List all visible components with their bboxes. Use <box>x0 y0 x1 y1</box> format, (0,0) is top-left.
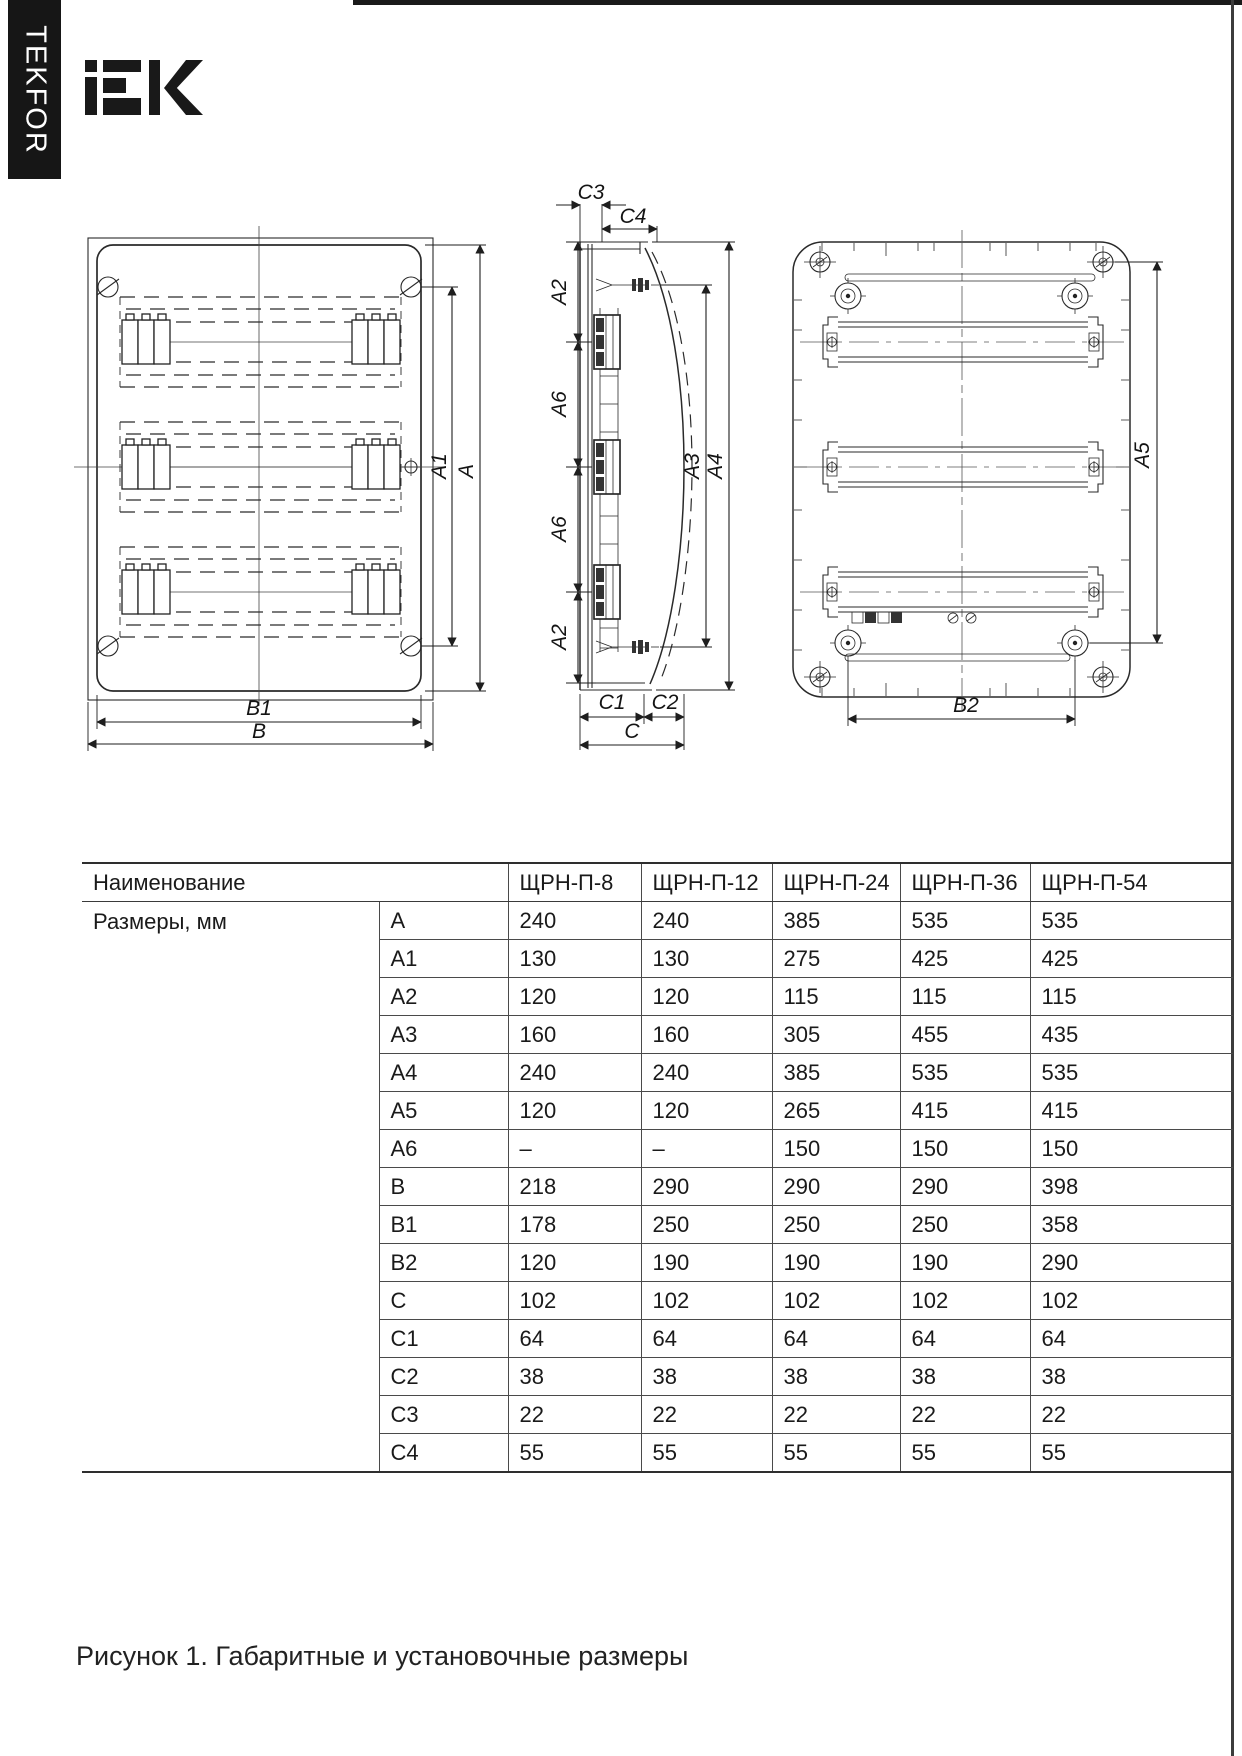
value-cell: 218 <box>508 1168 641 1206</box>
value-cell: 22 <box>772 1396 900 1434</box>
figure-caption: Рисунок 1. Габаритные и установочные размеры <box>76 1641 689 1671</box>
value-cell: 290 <box>772 1168 900 1206</box>
value-cell: 120 <box>508 978 641 1016</box>
value-cell: 385 <box>772 902 900 940</box>
dim-cell: C <box>379 1282 508 1320</box>
value-cell: 240 <box>508 1054 641 1092</box>
value-cell: 265 <box>772 1092 900 1130</box>
marking-icons <box>852 612 976 623</box>
value-cell: 22 <box>1030 1396 1233 1434</box>
front-view-drawing <box>74 226 486 751</box>
dim-label-c3: C3 <box>577 181 605 204</box>
side-view-drawing <box>548 181 735 750</box>
value-cell: 22 <box>641 1396 772 1434</box>
value-cell: 38 <box>1030 1358 1233 1396</box>
value-cell: 102 <box>772 1282 900 1320</box>
value-cell: 55 <box>641 1434 772 1473</box>
value-cell: 22 <box>900 1396 1030 1434</box>
value-cell: 415 <box>1030 1092 1233 1130</box>
dim-label-a3: A3 <box>681 453 704 479</box>
page-top-edge-line <box>353 0 1242 5</box>
value-cell: 150 <box>1030 1130 1233 1168</box>
value-cell: 55 <box>1030 1434 1233 1473</box>
value-cell: 120 <box>508 1092 641 1130</box>
value-cell: 535 <box>900 1054 1030 1092</box>
value-cell: 385 <box>772 1054 900 1092</box>
value-cell: 190 <box>641 1244 772 1282</box>
dim-cell: B2 <box>379 1244 508 1282</box>
value-cell: 358 <box>1030 1206 1233 1244</box>
value-cell: 115 <box>900 978 1030 1016</box>
value-cell: 22 <box>508 1396 641 1434</box>
value-cell: 64 <box>772 1320 900 1358</box>
value-cell: 102 <box>1030 1282 1233 1320</box>
value-cell: 120 <box>508 1244 641 1282</box>
value-cell: 64 <box>900 1320 1030 1358</box>
dim-label-c4: C4 <box>619 205 647 228</box>
value-cell: 290 <box>1030 1244 1233 1282</box>
header-model-cell: ЩРН-П-36 <box>900 863 1030 902</box>
dim-cell: B1 <box>379 1206 508 1244</box>
banner-label: TEKFOR <box>19 24 51 155</box>
dim-label-c2: C2 <box>651 691 679 714</box>
value-cell: 38 <box>772 1358 900 1396</box>
value-cell: 275 <box>772 940 900 978</box>
value-cell: 415 <box>900 1092 1030 1130</box>
dim-label-c1: C1 <box>598 691 626 714</box>
tekfor-side-banner <box>8 0 61 179</box>
dim-label-a6-lower: A6 <box>548 516 571 542</box>
value-cell: 150 <box>772 1130 900 1168</box>
value-cell: 455 <box>900 1016 1030 1054</box>
dimensions-table <box>82 862 1233 1473</box>
value-cell: 535 <box>1030 1054 1233 1092</box>
dimension-drawings <box>0 160 1242 780</box>
value-cell: 160 <box>641 1016 772 1054</box>
value-cell: 535 <box>1030 902 1233 940</box>
dim-label-a2-top: A2 <box>548 279 571 305</box>
value-cell: 120 <box>641 978 772 1016</box>
value-cell: 190 <box>900 1244 1030 1282</box>
value-cell: 102 <box>900 1282 1030 1320</box>
back-view-drawing <box>793 230 1163 726</box>
value-cell: 160 <box>508 1016 641 1054</box>
dim-cell: C4 <box>379 1434 508 1473</box>
dim-cell: A4 <box>379 1054 508 1092</box>
table-header-row <box>82 863 1233 902</box>
value-cell: 38 <box>641 1358 772 1396</box>
value-cell: 240 <box>641 902 772 940</box>
value-cell: 435 <box>1030 1016 1233 1054</box>
value-cell: 55 <box>772 1434 900 1473</box>
value-cell: 425 <box>900 940 1030 978</box>
value-cell: 250 <box>900 1206 1030 1244</box>
dim-label-c: C <box>624 720 640 743</box>
dim-label-a: A <box>455 463 478 479</box>
header-model-cell: ЩРН-П-12 <box>641 863 772 902</box>
value-cell: 178 <box>508 1206 641 1244</box>
iek-logo <box>85 57 205 115</box>
dim-cell: C3 <box>379 1396 508 1434</box>
value-cell: 130 <box>508 940 641 978</box>
dim-label-b: B <box>251 720 267 743</box>
value-cell: 38 <box>508 1358 641 1396</box>
header-model-cell: ЩРН-П-24 <box>772 863 900 902</box>
dim-label-b2: B2 <box>953 694 979 717</box>
value-cell: 115 <box>772 978 900 1016</box>
value-cell: 250 <box>772 1206 900 1244</box>
value-cell: 240 <box>508 902 641 940</box>
value-cell: – <box>641 1130 772 1168</box>
dim-label-a4: A4 <box>704 453 727 479</box>
dim-cell: A <box>379 902 508 940</box>
value-cell: 38 <box>900 1358 1030 1396</box>
dim-label-b1: B1 <box>246 697 272 720</box>
value-cell: 240 <box>641 1054 772 1092</box>
value-cell: 55 <box>900 1434 1030 1473</box>
value-cell: 130 <box>641 940 772 978</box>
value-cell: 55 <box>508 1434 641 1473</box>
value-cell: 398 <box>1030 1168 1233 1206</box>
value-cell: – <box>508 1130 641 1168</box>
value-cell: 102 <box>508 1282 641 1320</box>
dim-cell: A2 <box>379 978 508 1016</box>
value-cell: 290 <box>641 1168 772 1206</box>
value-cell: 102 <box>641 1282 772 1320</box>
value-cell: 64 <box>508 1320 641 1358</box>
header-model-cell: ЩРН-П-8 <box>508 863 641 902</box>
dim-label-a2-bottom: A2 <box>548 624 571 650</box>
header-name-cell: Наименование <box>82 863 508 902</box>
dim-label-a5: A5 <box>1131 442 1154 468</box>
value-cell: 150 <box>900 1130 1030 1168</box>
header-model-cell: ЩРН-П-54 <box>1030 863 1233 902</box>
dim-cell: B <box>379 1168 508 1206</box>
dim-cell: A1 <box>379 940 508 978</box>
dim-cell: A3 <box>379 1016 508 1054</box>
value-cell: 305 <box>772 1016 900 1054</box>
dim-cell: A5 <box>379 1092 508 1130</box>
value-cell: 425 <box>1030 940 1233 978</box>
table-row <box>82 902 1233 940</box>
dim-label-a6-upper: A6 <box>548 391 571 417</box>
value-cell: 115 <box>1030 978 1233 1016</box>
dim-cell: A6 <box>379 1130 508 1168</box>
value-cell: 64 <box>641 1320 772 1358</box>
group-label-cell: Размеры, мм <box>82 902 379 1473</box>
value-cell: 250 <box>641 1206 772 1244</box>
value-cell: 64 <box>1030 1320 1233 1358</box>
dim-cell: C1 <box>379 1320 508 1358</box>
value-cell: 190 <box>772 1244 900 1282</box>
value-cell: 290 <box>900 1168 1030 1206</box>
value-cell: 120 <box>641 1092 772 1130</box>
dim-label-a1: A1 <box>428 453 451 479</box>
dim-cell: C2 <box>379 1358 508 1396</box>
value-cell: 535 <box>900 902 1030 940</box>
